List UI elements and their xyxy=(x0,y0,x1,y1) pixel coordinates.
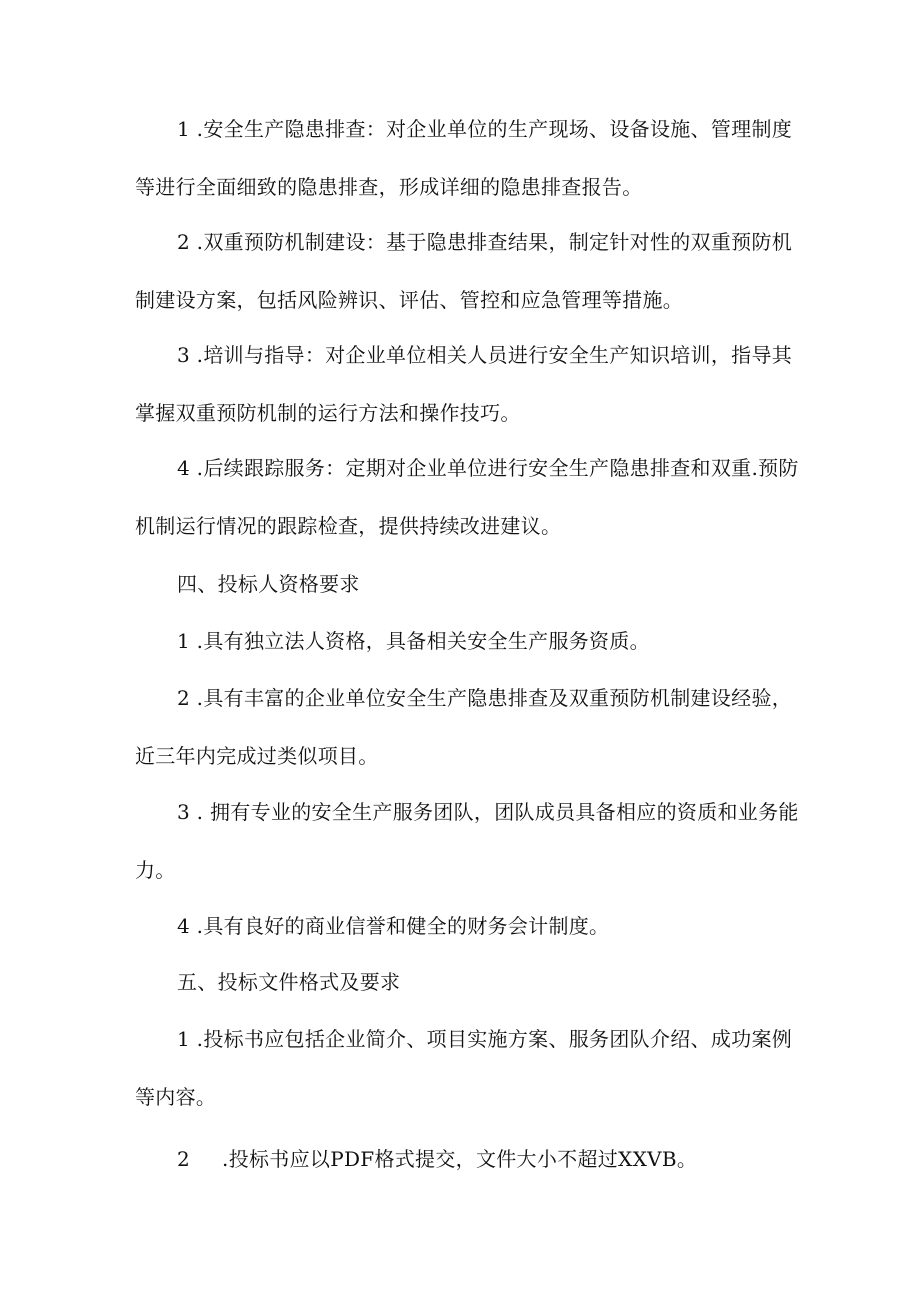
paragraph-line: 制建设方案，包括风险辨识、评估、管控和应急管理等措施。 xyxy=(135,288,684,312)
service-item-1 xyxy=(135,100,795,216)
paragraph-line: 4 .具有良好的商业信誉和健全的财务会计制度。 xyxy=(177,914,610,938)
paragraph-line xyxy=(135,1130,795,1188)
paragraph-line: 等进行全面细致的隐患排查，形成详细的隐患排查报告。 xyxy=(135,175,643,199)
paragraph-line: 机制运行情况的跟踪检查，提供持续改进建议。 xyxy=(135,514,562,538)
item-text: .投标书应以PDF格式提交，文件大小不超过XXVB。 xyxy=(222,1147,698,1171)
format-item-2 xyxy=(135,1130,795,1188)
paragraph-line: 4 .后续跟踪服务：定期对企业单位进行安全生产隐患排查和双重.预防 xyxy=(177,456,799,480)
paragraph-line: 掌握双重预防机制的运行方法和操作技巧。 xyxy=(135,401,521,425)
paragraph-line: 近三年内完成过类似项目。 xyxy=(135,744,379,768)
service-item-3 xyxy=(135,326,795,442)
paragraph-line: 3 .培训与指导：对企业单位相关人员进行安全生产知识培训，指导其 xyxy=(177,343,793,367)
service-item-2 xyxy=(135,213,795,329)
qualification-item-1 xyxy=(135,612,795,670)
qualification-item-4 xyxy=(135,897,795,955)
format-item-1 xyxy=(135,1010,795,1126)
paragraph-line: 1 .安全生产隐患排查：对企业单位的生产现场、设备设施、管理制度 xyxy=(177,117,793,141)
paragraph-line: 1 .投标书应包括企业简介、项目实施方案、服务团队介绍、成功案例 xyxy=(177,1027,793,1051)
paragraph-line: 力。 xyxy=(135,858,176,882)
paragraph-line: 2 .具有丰富的企业单位安全生产隐患排查及双重预防机制建设经验， xyxy=(177,686,793,710)
section-heading-bid-format: 五、投标文件格式及要求 xyxy=(177,970,401,994)
qualification-item-3 xyxy=(135,783,799,899)
item-number: 2 xyxy=(177,1147,191,1171)
paragraph-line: 3 . 拥有专业的安全生产服务团队，团队成员具备相应的资质和业务能 xyxy=(177,800,799,824)
qualification-item-2 xyxy=(135,669,795,785)
paragraph-line: 2 .双重预防机制建设：基于隐患排查结果，制定针对性的双重预防机 xyxy=(177,230,793,254)
service-item-4 xyxy=(135,439,799,555)
section-heading-qualifications: 四、投标人资格要求 xyxy=(177,572,360,596)
paragraph-line: 1 .具有独立法人资格，具备相关安全生产服务资质。 xyxy=(177,629,650,653)
paragraph-line: 等内容。 xyxy=(135,1085,217,1109)
